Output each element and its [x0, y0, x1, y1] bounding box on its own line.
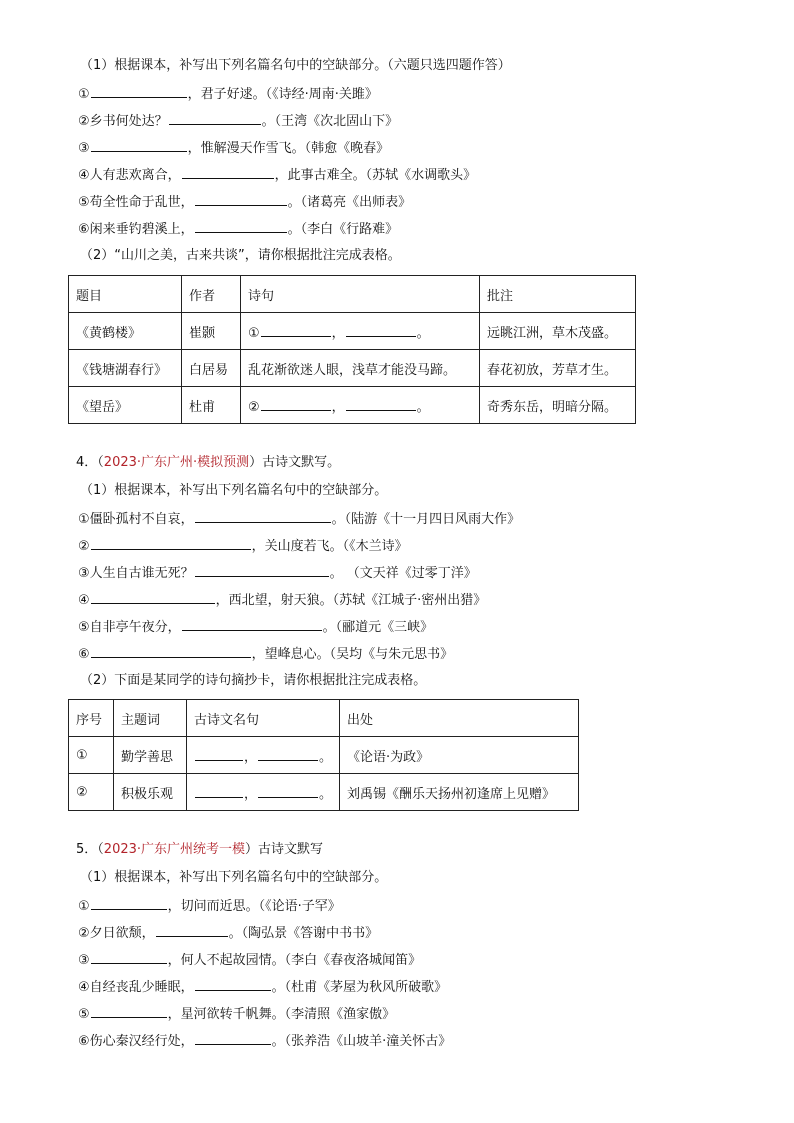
- table-header: 古诗文名句: [187, 700, 340, 737]
- row-number: ②: [69, 774, 114, 811]
- s4-item-5: ⑤自非亭午夜分， 。（郦道元《三峡》: [78, 617, 433, 637]
- poem-title: 《黄鹤楼》: [69, 313, 182, 350]
- s3-part2-intro: （2）“山川之美，古来共谈”，请你根据批注完成表格。: [80, 248, 401, 263]
- table-row: [69, 774, 579, 811]
- s5-item-3: ③ ，何人不起故园情。（李白《春夜洛城闻笛》: [78, 950, 421, 970]
- theme-word: 积极乐观: [114, 774, 187, 811]
- answer-blank[interactable]: [91, 896, 167, 910]
- s4-table: [68, 699, 579, 811]
- s5-item-5: ⑤ ，星河欲转千帆舞。（李清照《渔家傲》: [78, 1004, 395, 1024]
- table-row: [69, 350, 636, 387]
- quote-source: 刘禹锡《酬乐天扬州初逢席上见赠》: [340, 774, 579, 811]
- answer-blank[interactable]: [91, 1004, 167, 1018]
- answer-blank[interactable]: [169, 111, 261, 125]
- poem-note: 春花初放，芳草才生。: [480, 350, 636, 387]
- quote-source: 《论语·为政》: [340, 737, 579, 774]
- s3-item-3: ③ ，惟解漫天作雪飞。（韩愈《晚春》: [78, 138, 389, 158]
- table-header: 序号: [69, 700, 114, 737]
- answer-blank[interactable]: [195, 219, 287, 233]
- answer-blank[interactable]: [156, 923, 228, 937]
- poem-title: 《望岳》: [69, 387, 182, 424]
- answer-blank[interactable]: [91, 590, 215, 604]
- s4-item-1: ①僵卧孤村不自哀， 。（陆游《十一月四日风雨大作》: [78, 509, 520, 529]
- s3-item-6: ⑥闲来垂钓碧溪上， 。（李白《行路难》: [78, 219, 398, 239]
- table-header: 批注: [480, 276, 636, 313]
- s5-item-4: ④自经丧乱少睡眠， 。（杜甫《茅屋为秋风所破歌》: [78, 977, 447, 997]
- answer-blank[interactable]: [346, 323, 416, 337]
- table-row: [69, 737, 579, 774]
- s4-item-4: ④ ，西北望，射天狼。（苏轼《江城子·密州出猎》: [78, 590, 486, 610]
- s5-item-2: ②夕日欲颓， 。（陶弘景《答谢中书书》: [78, 923, 378, 943]
- table-header: 题目: [69, 276, 182, 313]
- answer-blank[interactable]: [261, 397, 331, 411]
- s3-part1-intro: （1）根据课本，补写出下列名篇名句中的空缺部分。（六题只选四题作答）: [80, 58, 511, 73]
- s4-source: 2023·广东广州·模拟预测: [103, 455, 250, 470]
- answer-blank[interactable]: [195, 747, 243, 761]
- poem-author: 崔颢: [182, 313, 241, 350]
- s5-heading: 5．（2023·广东广州统考一模）古诗文默写: [76, 842, 324, 857]
- s3-item-5: ⑤苟全性命于乱世， 。（诸葛亮《出师表》: [78, 192, 411, 212]
- answer-blank[interactable]: [195, 509, 331, 523]
- poem-note: 奇秀东岳，明暗分隔。: [480, 387, 636, 424]
- table-header-row: [69, 276, 636, 313]
- table-row: [69, 387, 636, 424]
- answer-blank[interactable]: [195, 977, 271, 991]
- s3-item-2: ②乡书何处达？ 。（王湾《次北固山下》: [78, 111, 398, 131]
- table-header: 诗句: [241, 276, 480, 313]
- quote-cell: ， 。: [187, 737, 340, 774]
- answer-blank[interactable]: [195, 563, 329, 577]
- s4-item-2: ② ，关山度若飞。（《木兰诗》: [78, 536, 408, 556]
- s5-source: 2023·广东广州统考一模: [103, 842, 246, 857]
- answer-blank[interactable]: [91, 950, 167, 964]
- table-header: 主题词: [114, 700, 187, 737]
- answer-blank[interactable]: [182, 165, 274, 179]
- answer-blank[interactable]: [91, 84, 187, 98]
- s4-item-3: ③人生自古谁无死？ 。 （文天祥《过零丁洋》: [78, 563, 477, 583]
- poem-title: 《钱塘湖春行》: [69, 350, 182, 387]
- answer-blank[interactable]: [258, 747, 318, 761]
- table-header-row: [69, 700, 579, 737]
- poem-line-cell: ① ， 。: [241, 313, 480, 350]
- poem-author: 白居易: [182, 350, 241, 387]
- s5-item-1: ① ，切问而近思。（《论语·子罕》: [78, 896, 341, 916]
- s3-table: [68, 275, 636, 424]
- answer-blank[interactable]: [182, 617, 322, 631]
- quote-cell: ， 。: [187, 774, 340, 811]
- theme-word: 勤学善思: [114, 737, 187, 774]
- answer-blank[interactable]: [261, 323, 331, 337]
- s5-item-6: ⑥伤心秦汉经行处， 。（张养浩《山坡羊·潼关怀古》: [78, 1031, 451, 1051]
- poem-author: 杜甫: [182, 387, 241, 424]
- answer-blank[interactable]: [346, 397, 416, 411]
- table-header: 作者: [182, 276, 241, 313]
- answer-blank[interactable]: [258, 784, 318, 798]
- s5-part1-intro: （1）根据课本，补写出下列名篇名句中的空缺部分。: [80, 870, 388, 885]
- s3-item-1: ① ，君子好逑。（《诗经·周南·关雎》: [78, 84, 378, 104]
- answer-blank[interactable]: [91, 536, 251, 550]
- poem-note: 远眺江洲，草木茂盛。: [480, 313, 636, 350]
- table-header: 出处: [340, 700, 579, 737]
- table-row: [69, 313, 636, 350]
- answer-blank[interactable]: [91, 138, 187, 152]
- s4-item-6: ⑥ ，望峰息心。（吴均《与朱元思书》: [78, 644, 453, 664]
- s4-part1-intro: （1）根据课本，补写出下列名篇名句中的空缺部分。: [80, 483, 388, 498]
- row-number: ①: [69, 737, 114, 774]
- answer-blank[interactable]: [91, 644, 251, 658]
- answer-blank[interactable]: [195, 1031, 271, 1045]
- s4-heading: 4．（2023·广东广州·模拟预测）古诗文默写。: [76, 455, 341, 470]
- answer-blank[interactable]: [195, 784, 243, 798]
- answer-blank[interactable]: [195, 192, 287, 206]
- s3-item-4: ④人有悲欢离合， ，此事古难全。（苏轼《水调歌头》: [78, 165, 476, 185]
- s4-part2-intro: （2）下面是某同学的诗句摘抄卡，请你根据批注完成表格。: [80, 673, 427, 688]
- poem-line: 乱花渐欲迷人眼，浅草才能没马蹄。: [241, 350, 480, 387]
- poem-line-cell: ② ， 。: [241, 387, 480, 424]
